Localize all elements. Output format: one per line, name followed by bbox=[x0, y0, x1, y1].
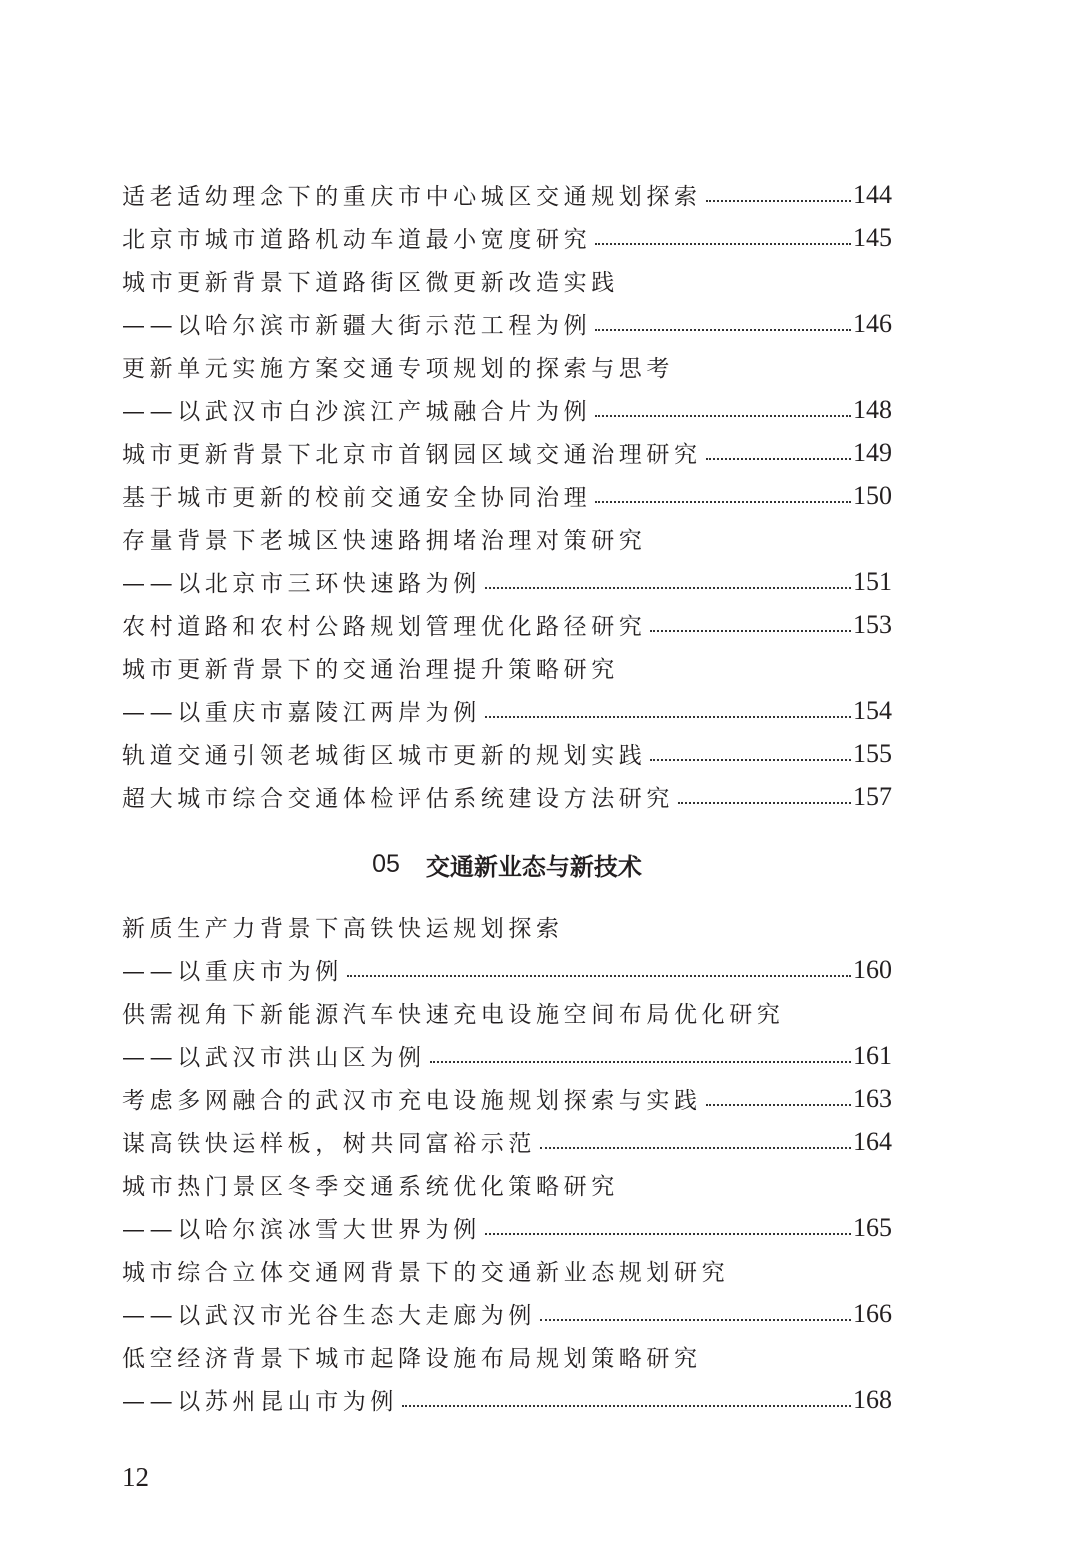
toc-entry-title-line bbox=[122, 646, 892, 689]
toc-entry-title-line bbox=[122, 259, 892, 302]
toc-entry[interactable] bbox=[122, 1163, 892, 1249]
entry-subtitle: ——以重庆市为例 bbox=[122, 959, 343, 985]
entry-title: 城市综合立体交通网背景下的交通新业态规划研究 bbox=[122, 1260, 730, 1286]
entry-page: 160 bbox=[853, 954, 892, 984]
dot-leader bbox=[540, 1147, 851, 1149]
entry-title: 供需视角下新能源汽车快速充电设施空间布局优化研究 bbox=[122, 1002, 785, 1028]
entry-subtitle: ——以重庆市嘉陵江两岸为例 bbox=[122, 700, 481, 726]
dot-leader bbox=[595, 415, 851, 417]
dot-leader bbox=[430, 1061, 851, 1063]
entry-title: 基于城市更新的校前交通安全协同治理 bbox=[122, 485, 592, 511]
entry-title: 城市更新背景下道路街区微更新改造实践 bbox=[122, 270, 619, 296]
toc-entry-title-line bbox=[122, 1120, 892, 1163]
toc-entry-title-line bbox=[122, 905, 892, 948]
entry-page: 145 bbox=[853, 222, 892, 252]
toc-entry[interactable] bbox=[122, 345, 892, 431]
toc-entry-title-line bbox=[122, 1335, 892, 1378]
toc-entry-subtitle-line bbox=[122, 302, 892, 345]
section-heading bbox=[122, 818, 892, 905]
entry-title: 城市更新背景下北京市首钢园区域交通治理研究 bbox=[122, 442, 702, 468]
toc-entry[interactable] bbox=[122, 1249, 892, 1335]
entry-page: 154 bbox=[853, 695, 892, 725]
entry-title: 超大城市综合交通体检评估系统建设方法研究 bbox=[122, 786, 674, 812]
entry-page: 151 bbox=[853, 566, 892, 596]
entry-page: 161 bbox=[853, 1040, 892, 1070]
entry-page: 146 bbox=[853, 308, 892, 338]
toc-entry-subtitle-line bbox=[122, 1206, 892, 1249]
dot-leader bbox=[485, 587, 851, 589]
toc-entry[interactable] bbox=[122, 775, 892, 818]
entry-page: 149 bbox=[853, 437, 892, 467]
section-title: 交通新业态与新技术 bbox=[425, 853, 642, 881]
table-of-contents bbox=[122, 173, 892, 1421]
entry-page: 166 bbox=[853, 1298, 892, 1328]
toc-entry-title-line bbox=[122, 732, 892, 775]
dot-leader bbox=[595, 501, 851, 503]
toc-entry-subtitle-line bbox=[122, 948, 892, 991]
page-number: 12 bbox=[122, 1462, 149, 1492]
toc-entry[interactable] bbox=[122, 603, 892, 646]
entry-subtitle: ——以北京市三环快速路为例 bbox=[122, 571, 481, 597]
toc-entry-title-line bbox=[122, 1077, 892, 1120]
toc-entry[interactable] bbox=[122, 216, 892, 259]
entry-page: 163 bbox=[853, 1083, 892, 1113]
toc-entry-title-line bbox=[122, 474, 892, 517]
toc-entry[interactable] bbox=[122, 1335, 892, 1421]
entry-title: 低空经济背景下城市起降设施布局规划策略研究 bbox=[122, 1346, 702, 1372]
toc-entry-title-line bbox=[122, 517, 892, 560]
dot-leader bbox=[706, 458, 851, 460]
dot-leader bbox=[485, 1233, 851, 1235]
toc-entry-subtitle-line bbox=[122, 689, 892, 732]
toc-entry-title-line bbox=[122, 775, 892, 818]
dot-leader bbox=[706, 1104, 851, 1106]
section-4-entries bbox=[122, 173, 892, 818]
entry-page: 150 bbox=[853, 480, 892, 510]
toc-entry[interactable] bbox=[122, 1077, 892, 1120]
entry-title: 新质生产力背景下高铁快运规划探索 bbox=[122, 916, 564, 942]
entry-title: 城市热门景区冬季交通系统优化策略研究 bbox=[122, 1174, 619, 1200]
entry-page: 157 bbox=[853, 781, 892, 811]
entry-subtitle: ——以苏州昆山市为例 bbox=[122, 1389, 398, 1415]
toc-entry-title-line bbox=[122, 173, 892, 216]
entry-title: 城市更新背景下的交通治理提升策略研究 bbox=[122, 657, 619, 683]
entry-title: 更新单元实施方案交通专项规划的探索与思考 bbox=[122, 356, 674, 382]
dot-leader bbox=[347, 975, 851, 977]
toc-entry[interactable] bbox=[122, 1120, 892, 1163]
entry-page: 165 bbox=[853, 1212, 892, 1242]
entry-title: 农村道路和农村公路规划管理优化路径研究 bbox=[122, 614, 647, 640]
section-5-entries bbox=[122, 905, 892, 1421]
entry-page: 153 bbox=[853, 609, 892, 639]
toc-entry-subtitle-line bbox=[122, 560, 892, 603]
toc-entry[interactable] bbox=[122, 732, 892, 775]
entry-subtitle: ——以武汉市光谷生态大走廊为例 bbox=[122, 1303, 536, 1329]
toc-entry-title-line bbox=[122, 1249, 892, 1292]
toc-entry-title-line bbox=[122, 603, 892, 646]
entry-page: 148 bbox=[853, 394, 892, 424]
entry-page: 164 bbox=[853, 1126, 892, 1156]
dot-leader bbox=[678, 802, 851, 804]
toc-entry-subtitle-line bbox=[122, 388, 892, 431]
section-number: 05 bbox=[372, 850, 400, 878]
entry-page: 168 bbox=[853, 1384, 892, 1414]
entry-page: 144 bbox=[853, 179, 892, 209]
entry-subtitle: ——以武汉市白沙滨江产城融合片为例 bbox=[122, 399, 592, 425]
dot-leader bbox=[540, 1319, 851, 1321]
entry-title: 存量背景下老城区快速路拥堵治理对策研究 bbox=[122, 528, 647, 554]
toc-entry-subtitle-line bbox=[122, 1292, 892, 1335]
dot-leader bbox=[595, 243, 851, 245]
toc-entry-title-line bbox=[122, 345, 892, 388]
toc-entry-title-line bbox=[122, 991, 892, 1034]
toc-entry-subtitle-line bbox=[122, 1034, 892, 1077]
toc-entry[interactable] bbox=[122, 905, 892, 991]
toc-entry[interactable] bbox=[122, 646, 892, 732]
toc-entry[interactable] bbox=[122, 431, 892, 474]
toc-entry[interactable] bbox=[122, 991, 892, 1077]
dot-leader bbox=[650, 630, 851, 632]
dot-leader bbox=[706, 200, 851, 202]
toc-entry[interactable] bbox=[122, 173, 892, 216]
dot-leader bbox=[485, 716, 851, 718]
toc-entry-title-line bbox=[122, 216, 892, 259]
toc-entry-title-line bbox=[122, 1163, 892, 1206]
entry-page: 155 bbox=[853, 738, 892, 768]
entry-title: 北京市城市道路机动车道最小宽度研究 bbox=[122, 227, 592, 253]
toc-entry[interactable] bbox=[122, 474, 892, 517]
toc-entry[interactable] bbox=[122, 517, 892, 603]
entry-subtitle: ——以哈尔滨市新疆大街示范工程为例 bbox=[122, 313, 592, 339]
entry-title: 适老适幼理念下的重庆市中心城区交通规划探索 bbox=[122, 184, 702, 210]
entry-title: 考虑多网融合的武汉市充电设施规划探索与实践 bbox=[122, 1088, 702, 1114]
dot-leader bbox=[650, 759, 851, 761]
entry-title: 谋高铁快运样板，树共同富裕示范 bbox=[122, 1131, 536, 1157]
entry-subtitle: ——以哈尔滨冰雪大世界为例 bbox=[122, 1217, 481, 1243]
toc-entry-title-line bbox=[122, 431, 892, 474]
toc-entry[interactable] bbox=[122, 259, 892, 345]
entry-title: 轨道交通引领老城街区城市更新的规划实践 bbox=[122, 743, 647, 769]
dot-leader bbox=[595, 329, 851, 331]
dot-leader bbox=[402, 1405, 851, 1407]
toc-entry-subtitle-line bbox=[122, 1378, 892, 1421]
entry-subtitle: ——以武汉市洪山区为例 bbox=[122, 1045, 426, 1071]
